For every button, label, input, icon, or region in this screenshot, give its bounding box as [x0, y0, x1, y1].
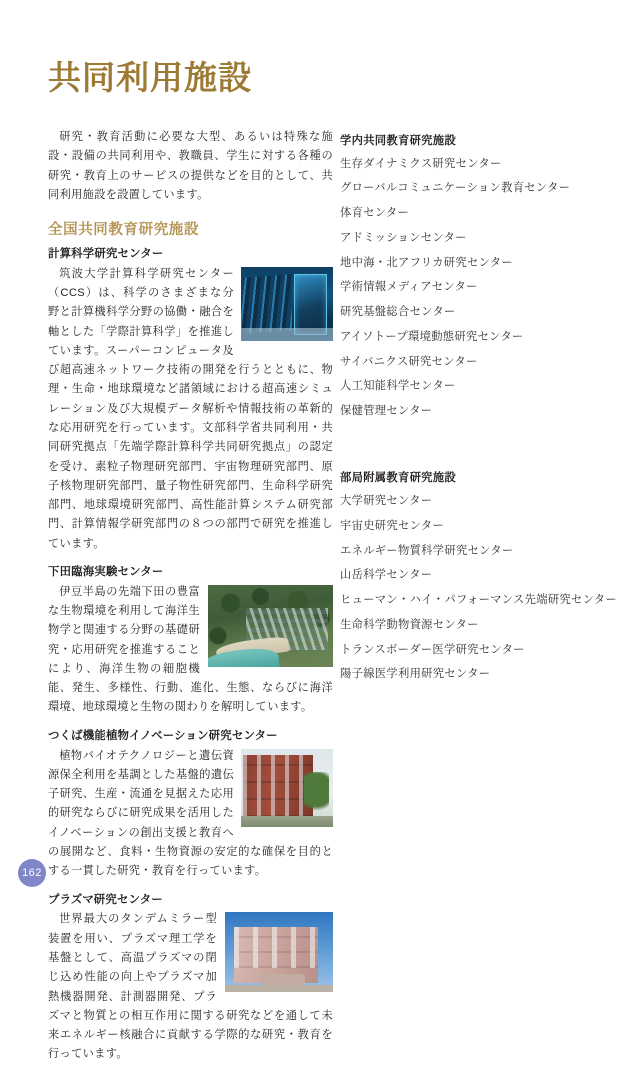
list-item: 学術情報メディアセンター	[340, 281, 478, 294]
facility-body-plant: 植物バイオテクノロジーと遺伝資源保全利用を基調とした基盤的遺伝子研究、生産・流通を見据えた応用的研究ならびに研究成果を活用したイノベーションの創出支援と教育への展開など、食料・生物資源の安定的な確保を目的とする一貫した研究・教育を行っています。	[48, 749, 333, 878]
list-item: サイバニクス研究センター	[340, 355, 478, 368]
list-item: 宇宙史研究センター	[340, 519, 444, 532]
facility-name-plasma: プラズマ研究センター	[48, 893, 163, 906]
page-title: 共同利用施設	[48, 59, 252, 97]
section-heading-national-facilities: 全国共同教育研究施設	[48, 222, 199, 239]
facility-name-plant: つくば機能植物イノベーション研究センター	[48, 729, 278, 742]
facility-list-campus-wide	[340, 134, 605, 419]
facility-block-plasma	[48, 893, 333, 1065]
plasma-research-building-photo	[225, 912, 333, 992]
column-spacer	[340, 433, 605, 471]
plant-research-building-photo	[241, 749, 333, 827]
facility-block-ccs	[48, 247, 333, 554]
list-item: エネルギー物質科学研究センター	[340, 544, 514, 557]
list-item: 地中海・北アフリカ研究センター	[340, 256, 513, 269]
facility-body-ccs: 筑波大学計算科学研究センター（CCS）は、科学のさまざまな分野と計算機科学分野の協働・融合を軸とした「学際計算科学」を推進しています。スーパーコンピュータ及び超高速ネットワーク技術の開発を行うとともに、物理・生命・地球環境など諸領域における超高速シミュレーション及び大規模データ解析や情報技術の革新的な応用研究を行っています。文部科学省共同利用・共同研究拠点「先端学際計算科学共同研究拠点」の認定を受け、素粒子物理研究部門、宇宙物理研究部門、原子核物理研究部門、量子物性研究部門、生命科学研究部門、地球環境研究部門、高性能計算システム研究部門、計算情報学研究部門の８つの部門で研究を推進しています。	[48, 267, 333, 550]
facility-body-shimoda: 伊豆半島の先端下田の豊富な生物環境を利用して海洋生物学と関連する分野の基礎研究・応用研究を推進することにより、海洋生物の細胞機能、発生、多様性、行動、進化、生態、ならびに海洋環境、地球環境と生物の関わりを解明しています。	[48, 585, 333, 714]
list-item: 人工知能科学センター	[340, 380, 456, 393]
list-title-campus-wide: 学内共同教育研究施設	[340, 135, 456, 147]
shimoda-coast-photo	[208, 585, 333, 667]
list-item: 陽子線医学利用研究センター	[340, 668, 491, 681]
list-item: アドミッションセンター	[340, 231, 467, 244]
intro-paragraph: 研究・教育活動に必要な大型、あるいは特殊な施設・設備の共同利用や、教職員、学生に対する各種の研究・教育上のサービスの提供などを目的として、共同利用施設を設置しています。	[48, 131, 333, 201]
right-column	[340, 134, 617, 697]
facility-name-ccs: 計算科学研究センター	[48, 247, 164, 260]
list-item: 保健管理センター	[340, 405, 433, 418]
list-item: アイソトープ環境動態研究センター	[340, 330, 524, 343]
list-item: 体育センター	[340, 207, 410, 220]
list-item: トランスボーダー医学研究センター	[340, 643, 525, 656]
list-item: 研究基盤総合センター	[340, 306, 456, 319]
facility-name-shimoda: 下田臨海実験センター	[48, 565, 164, 578]
facility-block-plant	[48, 729, 333, 882]
list-item: 山岳科学センター	[340, 569, 433, 582]
facility-list-departmental	[340, 471, 617, 682]
page-number-badge: 162	[18, 859, 46, 887]
list-item: ヒューマン・ハイ・パフォーマンス先端研究センター	[340, 594, 617, 607]
list-item: 生存ダイナミクス研究センター	[340, 157, 502, 170]
left-column	[48, 128, 333, 1076]
supercomputer-photo	[241, 267, 333, 341]
facility-body-plasma: 世界最大のタンデムミラー型装置を用い、プラズマ理工学を基盤として、高温プラズマの閉じ込め性能の向上やプラズマ加熱機器開発、計測器開発、プラズマと物質との相互作用に関する研究などを通して未来エネルギー核融合に貢献する学際的な研究・教育を行っています。	[48, 913, 333, 1061]
facility-block-shimoda	[48, 565, 333, 718]
list-item: グローバルコミュニケーション教育センター	[340, 182, 571, 195]
list-item: 生命科学動物資源センター	[340, 618, 479, 631]
list-title-departmental: 部局附属教育研究施設	[340, 472, 456, 485]
list-item: 大学研究センター	[340, 495, 433, 508]
